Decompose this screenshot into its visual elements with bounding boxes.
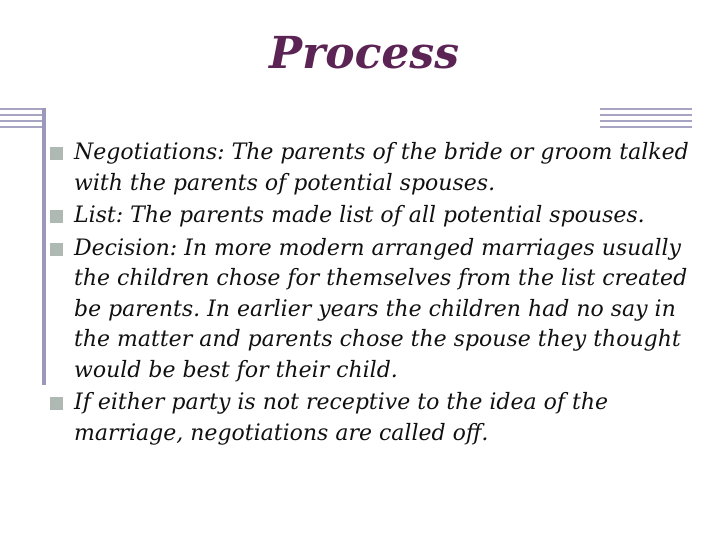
vertical-accent-bar: [42, 108, 46, 385]
bullet-item: [50, 234, 690, 387]
bullet-square-icon: [50, 243, 63, 256]
bullet-item: [50, 138, 690, 199]
bullet-text: Negotiations: The parents of the bride or groom talked with the parents of potential spouses.: [74, 140, 689, 196]
accent-line: [600, 108, 692, 110]
accent-line: [0, 126, 46, 128]
bullet-text: If either party is not receptive to the idea of the marriage, negotiations are called off.: [74, 390, 609, 446]
bullet-text: List: The parents made list of all potential spouses.: [74, 203, 645, 228]
bullet-square-icon: [50, 210, 63, 223]
right-accent-lines: [600, 108, 692, 128]
bullet-item: [50, 388, 690, 449]
accent-line: [600, 126, 692, 128]
accent-line: [600, 120, 692, 122]
bullet-item: [50, 201, 690, 232]
accent-line: [0, 120, 46, 122]
bullet-list: [50, 138, 690, 451]
bullet-square-icon: [50, 397, 63, 410]
slide-title: Process: [269, 28, 459, 79]
left-accent-lines: [0, 108, 46, 128]
bullet-square-icon: [50, 147, 63, 160]
accent-line: [0, 114, 46, 116]
bullet-text: Decision: In more modern arranged marriages usually the children chose for themselves from the list created be parents. In earlier years the children had no say in the matter and parents chose the spouse they thought would be best for their child.: [74, 235, 688, 383]
accent-line: [600, 114, 692, 116]
accent-line: [0, 108, 46, 110]
